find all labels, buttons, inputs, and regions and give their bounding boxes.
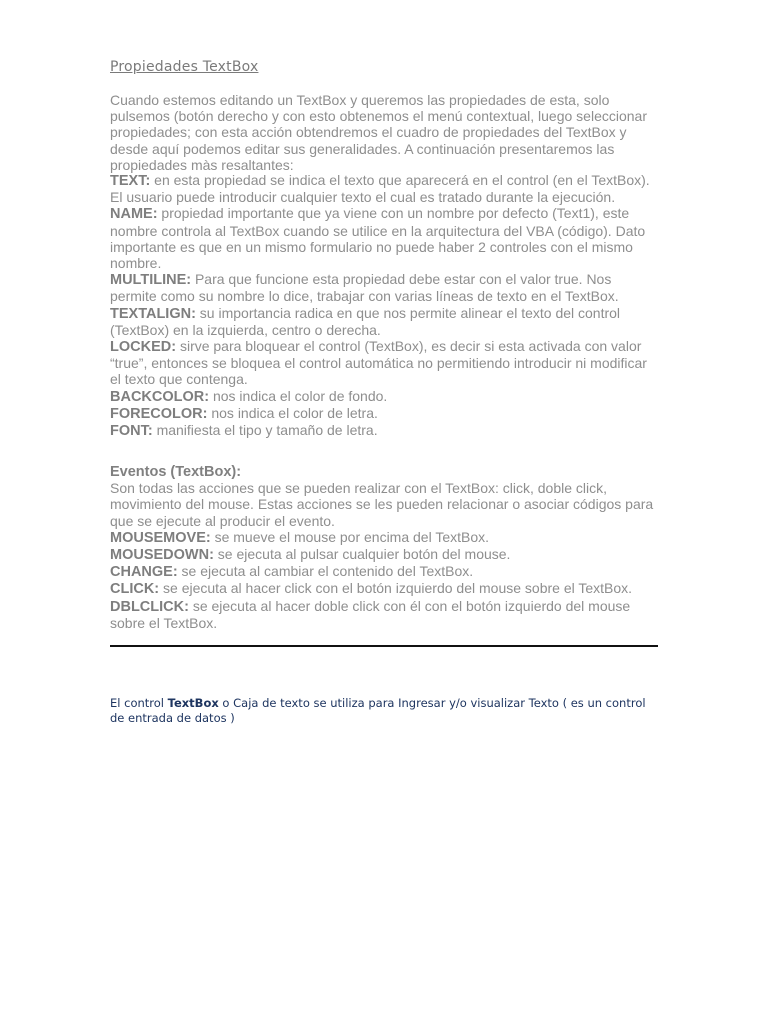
event-description: se ejecuta al pulsar cualquier botón del mouse. [213, 546, 511, 563]
event-term: CLICK: [110, 581, 160, 598]
property-item [110, 388, 660, 405]
event-description: se ejecuta al hacer click con el botón izquierdo del mouse sobre el TextBox. [159, 580, 633, 597]
document-title: Propiedades TextBox [110, 59, 259, 75]
event-term: MOUSEDOWN: [110, 547, 214, 564]
note-bold-term: TextBox [167, 696, 219, 710]
event-item [110, 580, 660, 597]
property-description: sirve para bloquear el control (TextBox), es decir si esta activada con valor “true”, entonces se bloquea el control automática no permitiendo introducir ni modificar el texto que contenga. [110, 338, 647, 388]
property-term: NAME: [110, 206, 158, 223]
events-section [110, 464, 660, 631]
event-item [110, 598, 660, 631]
property-term: BACKCOLOR: [110, 388, 210, 405]
properties-list [110, 172, 660, 439]
property-term: FORECOLOR: [110, 405, 208, 422]
property-item [110, 271, 660, 304]
property-description: su importancia radica en que nos permite alinear el texto del control (TextBox) en la izquierda, centro o derecha. [110, 304, 621, 338]
events-heading: Eventos (TextBox): [110, 464, 242, 480]
property-description: manifiesta el tipo y tamaño de letra. [152, 422, 378, 439]
property-term: TEXT: [110, 173, 151, 189]
property-item [110, 338, 660, 388]
intro-paragraph: Cuando estemos editando un TextBox y queremos las propiedades de esta, solo pulsemos (botón derecho y con esto obtenemos el menú contextual, luego seleccionar propiedades; con esta acción obtendremos el cuadro de propiedades del TextBox y desde aquí podemos editar sus generalidades. A continuación presentaremos las propiedades màs resaltantes: [110, 92, 647, 173]
property-description: Para que funcione esta propiedad debe estar con el valor true. Nos permite como su nombre lo dice, trabajar con varias líneas de texto en el TextBox. [110, 271, 619, 305]
property-item [110, 405, 660, 422]
property-term: LOCKED: [110, 339, 177, 356]
property-item [110, 422, 660, 439]
property-item [110, 305, 660, 338]
property-item [110, 205, 660, 271]
event-item [110, 546, 660, 563]
event-item [110, 563, 660, 580]
event-term: CHANGE: [110, 564, 178, 581]
note-suffix: o Caja de texto se utiliza para Ingresar y/o visualizar Texto ( es un control de entrada de datos ) [110, 696, 646, 725]
property-term: TEXTALIGN: [110, 305, 196, 322]
property-description: nos indica el color de fondo. [209, 387, 388, 404]
event-term: MOUSEMOVE: [110, 529, 211, 546]
property-term: MULTILINE: [110, 272, 192, 289]
event-description: se ejecuta al cambiar el contenido del TextBox. [177, 563, 474, 580]
event-term: DBLCLICK: [110, 598, 189, 615]
event-item [110, 529, 660, 546]
property-description: en esta propiedad se indica el texto que aparecerá en el control (en el TextBox). El usuario puede introducir cualquier texto el cual es tratado durante la ejecución. [110, 172, 650, 206]
property-description: propiedad importante que ya viene con un nombre por defecto (Text1), este nombre controla al TextBox cuando se utilice en la arquitectura del VBA (código). Dato importante es que en un mismo formulario no puede haber 2 controles con el mismo nombre. [110, 205, 646, 272]
horizontal-rule [110, 645, 658, 647]
textbox-note [110, 696, 662, 726]
events-intro: Son todas las acciones que se pueden realizar con el TextBox: click, doble click, movimiento del mouse. Estas acciones se les pueden relacionar o asociar códigos para que se ejecute al producir el evento. [110, 480, 654, 529]
property-item [110, 172, 660, 205]
event-description: se mueve el mouse por encima del TextBox. [210, 528, 490, 545]
property-term: FONT: [110, 423, 153, 440]
note-prefix: El control [110, 696, 168, 710]
event-description: se ejecuta al hacer doble click con él con el botón izquierdo del mouse sobre el TextBox. [110, 597, 631, 631]
property-description: nos indica el color de letra. [207, 404, 378, 421]
